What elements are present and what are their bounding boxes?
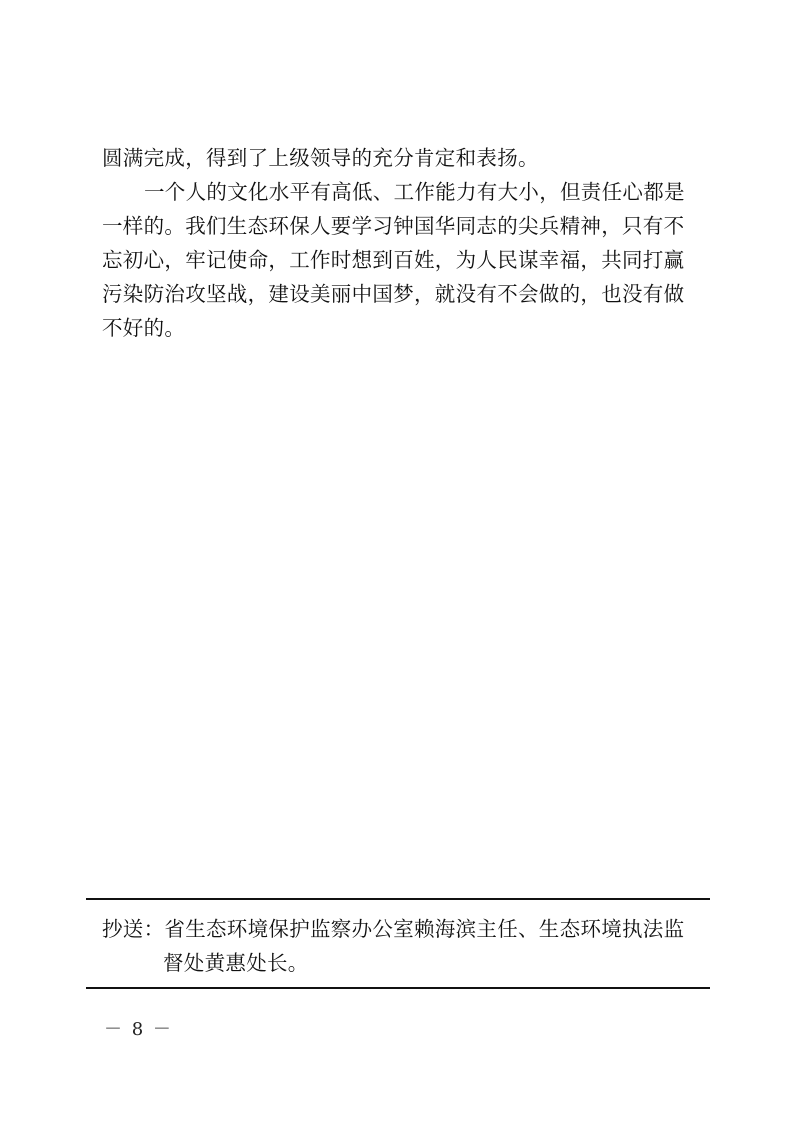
body-line: 忘初心，牢记使命，工作时想到百姓，为人民谋幸福，共同打赢 [102, 248, 685, 272]
cc-bottom-rule [86, 987, 710, 989]
paragraph-start-line: 一个人的文化水平有高低、工作能力有大小，但责任心都是 [144, 180, 685, 204]
body-text [102, 141, 694, 345]
cc-block [102, 912, 702, 980]
body-line: 污染防治攻坚战，建设美丽中国梦，就没有不会做的，也没有做 [102, 282, 685, 306]
body-line: 圆满完成，得到了上级领导的充分肯定和表扬。 [102, 146, 539, 170]
cc-line-2: 督处黄惠处长。 [163, 951, 309, 975]
body-line: 不好的。 [102, 316, 186, 340]
cc-top-rule [86, 898, 710, 900]
cc-line-1: 抄送：省生态环境保护监察办公室赖海滨主任、生态环境执法监 [102, 917, 685, 941]
body-line: 一样的。我们生态环保人要学习钟国华同志的尖兵精神，只有不 [102, 214, 685, 238]
page-number: － 8 － [104, 1019, 173, 1040]
